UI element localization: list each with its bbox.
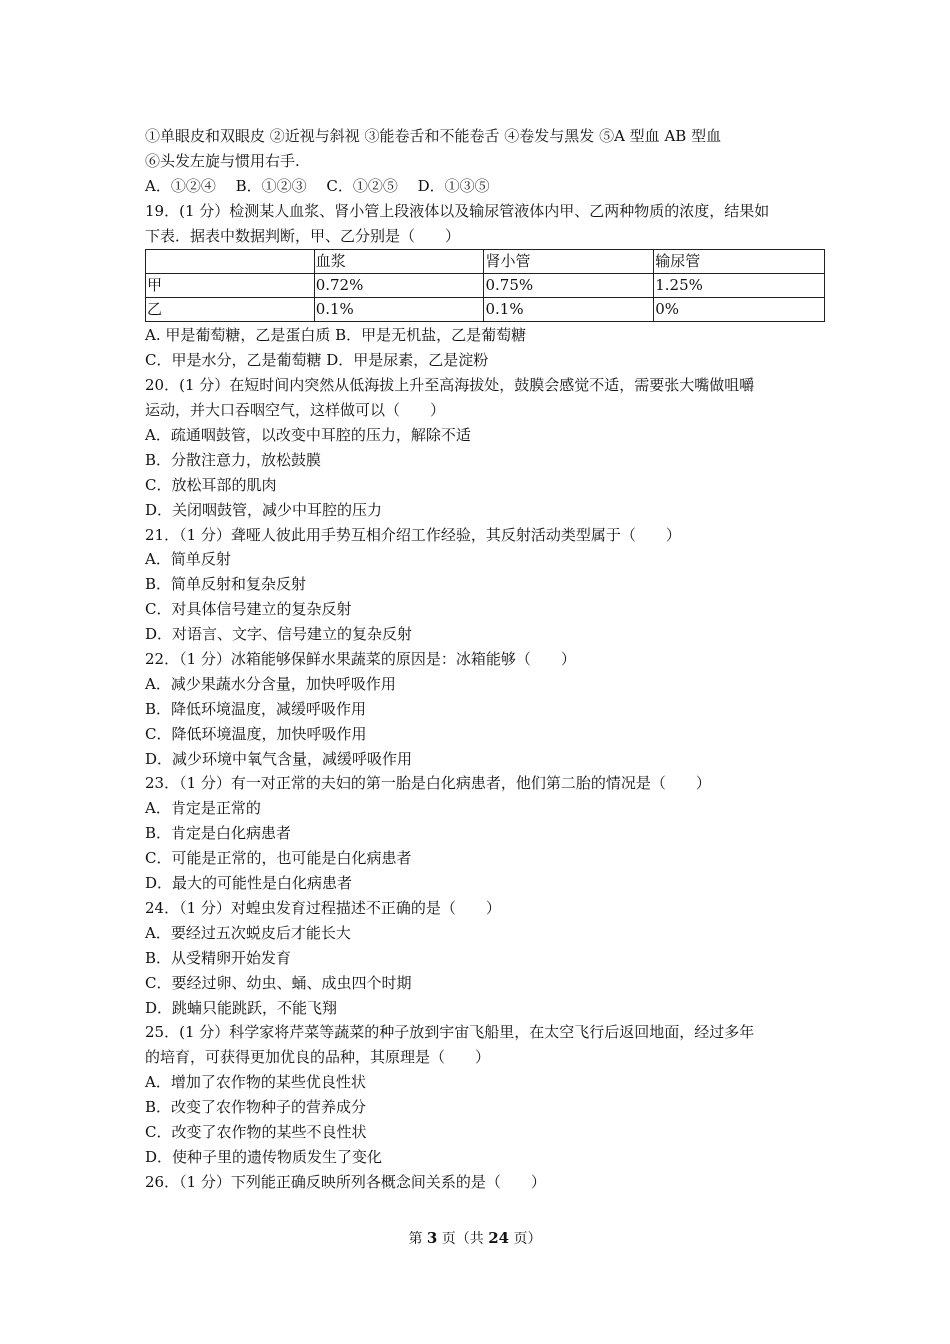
footer-total-pages: 24 bbox=[488, 1229, 510, 1247]
table-row bbox=[146, 274, 825, 298]
q21-option-b: B．简单反射和复杂反射 bbox=[145, 575, 307, 594]
q24-option-c: C．要经过卵、幼虫、蛹、成虫四个时期 bbox=[145, 973, 412, 992]
question-23 bbox=[145, 771, 825, 895]
q22-option-d: D．减少环境中氧气含量，减缓呼吸作用 bbox=[145, 749, 413, 768]
question-25 bbox=[145, 1020, 825, 1169]
page-content bbox=[145, 124, 825, 1195]
q23-option-d: D．最大的可能性是白化病患者 bbox=[145, 874, 353, 893]
q19-stem-line-1: 19．(1 分）检测某人血浆、肾小管上段液体以及输尿管液体内甲、乙两种物质的浓度，结果如 bbox=[145, 201, 770, 220]
q21-option-c: C．对具体信号建立的复杂反射 bbox=[145, 600, 352, 619]
q24-option-a: A．要经过五次蜕皮后才能长大 bbox=[145, 923, 351, 942]
q20-option-a: A．疏通咽鼓管，以改变中耳腔的压力，解除不适 bbox=[145, 426, 471, 445]
table-row bbox=[146, 298, 825, 322]
intro-line-2: ⑥头发左旋与惯用右手. bbox=[145, 151, 300, 170]
q22-option-b: B．降低环境温度，减缓呼吸作用 bbox=[145, 699, 367, 718]
q24-stem: 24．（1 分）对蝗虫发育过程描述不正确的是（ ） bbox=[145, 898, 501, 917]
table-header-row bbox=[146, 250, 825, 274]
q25-option-b: B．改变了农作物种子的营养成分 bbox=[145, 1098, 367, 1117]
q25-option-a: A．增加了农作物的某些优良性状 bbox=[145, 1073, 366, 1092]
q20-stem-line-2: 运动，并大口吞咽空气，这样做可以（ ） bbox=[145, 401, 446, 420]
q20-option-d: D．关闭咽鼓管，减少中耳腔的压力 bbox=[145, 500, 383, 519]
intro-options: A．①②④ B．①②③ C．①②⑤ D．①③⑤ bbox=[145, 176, 490, 195]
q25-stem-line-2: 的培育，可获得更加优良的品种，其原理是（ ） bbox=[145, 1048, 491, 1067]
q22-option-a: A．减少果蔬水分含量，加快呼吸作用 bbox=[145, 674, 396, 693]
table-cell: 0% bbox=[654, 298, 825, 322]
question-26 bbox=[145, 1170, 825, 1195]
q21-option-d: D．对语言、文字、信号建立的复杂反射 bbox=[145, 625, 413, 644]
q23-option-c: C．可能是正常的，也可能是白化病患者 bbox=[145, 849, 412, 868]
q21-stem: 21．（1 分）聋哑人彼此用手势互相介绍工作经验，其反射活动类型属于（ ） bbox=[145, 525, 681, 544]
q22-option-c: C．降低环境温度，加快呼吸作用 bbox=[145, 724, 367, 743]
q22-stem: 22．（1 分）冰箱能够保鲜水果蔬菜的原因是：冰箱能够（ ） bbox=[145, 650, 576, 669]
question-22 bbox=[145, 647, 825, 771]
q25-option-c: C．改变了农作物的某些不良性状 bbox=[145, 1122, 367, 1141]
question-24 bbox=[145, 896, 825, 1020]
question-20 bbox=[145, 373, 825, 522]
q19-data-table bbox=[145, 249, 825, 322]
q19-stem-line-2: 下表．据表中数据判断，甲、乙分别是（ ） bbox=[145, 226, 461, 245]
table-header-cell: 肾小管 bbox=[484, 250, 654, 274]
table-cell: 0.75% bbox=[484, 274, 654, 298]
table-cell: 0.72% bbox=[314, 274, 484, 298]
q20-option-c: C．放松耳部的肌肉 bbox=[145, 475, 277, 494]
question-19 bbox=[145, 199, 825, 374]
footer-middle: 页（共 bbox=[437, 1231, 489, 1247]
q23-option-b: B．肯定是白化病患者 bbox=[145, 824, 292, 843]
table-cell: 乙 bbox=[146, 298, 315, 322]
table-cell: 0.1% bbox=[484, 298, 654, 322]
q25-stem-line-1: 25．(1 分）科学家将芹菜等蔬菜的种子放到宇宙飞船里，在太空飞行后返回地面，经过多年 bbox=[145, 1023, 755, 1042]
q24-option-d: D．跳蝻只能跳跃，不能飞翔 bbox=[145, 998, 338, 1017]
table-cell: 甲 bbox=[146, 274, 315, 298]
q24-option-b: B．从受精卵开始发育 bbox=[145, 948, 292, 967]
footer-page-number: 3 bbox=[426, 1229, 438, 1247]
q20-option-b: B．分散注意力，放松鼓膜 bbox=[145, 450, 322, 469]
table-cell: 0.1% bbox=[314, 298, 484, 322]
q19-options-line-2: C．甲是水分，乙是葡萄糖 D．甲是尿素，乙是淀粉 bbox=[145, 351, 489, 370]
table-cell: 1.25% bbox=[654, 274, 825, 298]
q23-option-a: A．肯定是正常的 bbox=[145, 799, 261, 818]
table-header-cell: 输尿管 bbox=[654, 250, 825, 274]
q20-stem-line-1: 20．(1 分）在短时间内突然从低海拔上升至高海拔处，鼓膜会感觉不适，需要张大嘴做咀嚼 bbox=[145, 376, 755, 395]
footer-suffix: 页） bbox=[509, 1231, 542, 1247]
q25-option-d: D．使种子里的遗传物质发生了变化 bbox=[145, 1147, 383, 1166]
table-header-cell bbox=[146, 250, 315, 274]
q26-stem: 26．（1 分）下列能正确反映所列各概念间关系的是（ ） bbox=[145, 1172, 546, 1191]
page-footer bbox=[0, 1228, 950, 1249]
intro-line-1: ①单眼皮和双眼皮 ②近视与斜视 ③能卷舌和不能卷舌 ④卷发与黑发 ⑤A 型血 AB 型血 bbox=[145, 127, 722, 145]
q19-options-line-1: A. 甲是葡萄糖，乙是蛋白质 B．甲是无机盐，乙是葡萄糖 bbox=[145, 326, 527, 345]
table-header-cell: 血浆 bbox=[314, 250, 484, 274]
question-21 bbox=[145, 523, 825, 647]
q23-stem: 23．（1 分）有一对正常的夫妇的第一胎是白化病患者，他们第二胎的情况是（ ） bbox=[145, 774, 711, 793]
q21-option-a: A．简单反射 bbox=[145, 550, 231, 569]
footer-prefix: 第 bbox=[408, 1231, 427, 1247]
